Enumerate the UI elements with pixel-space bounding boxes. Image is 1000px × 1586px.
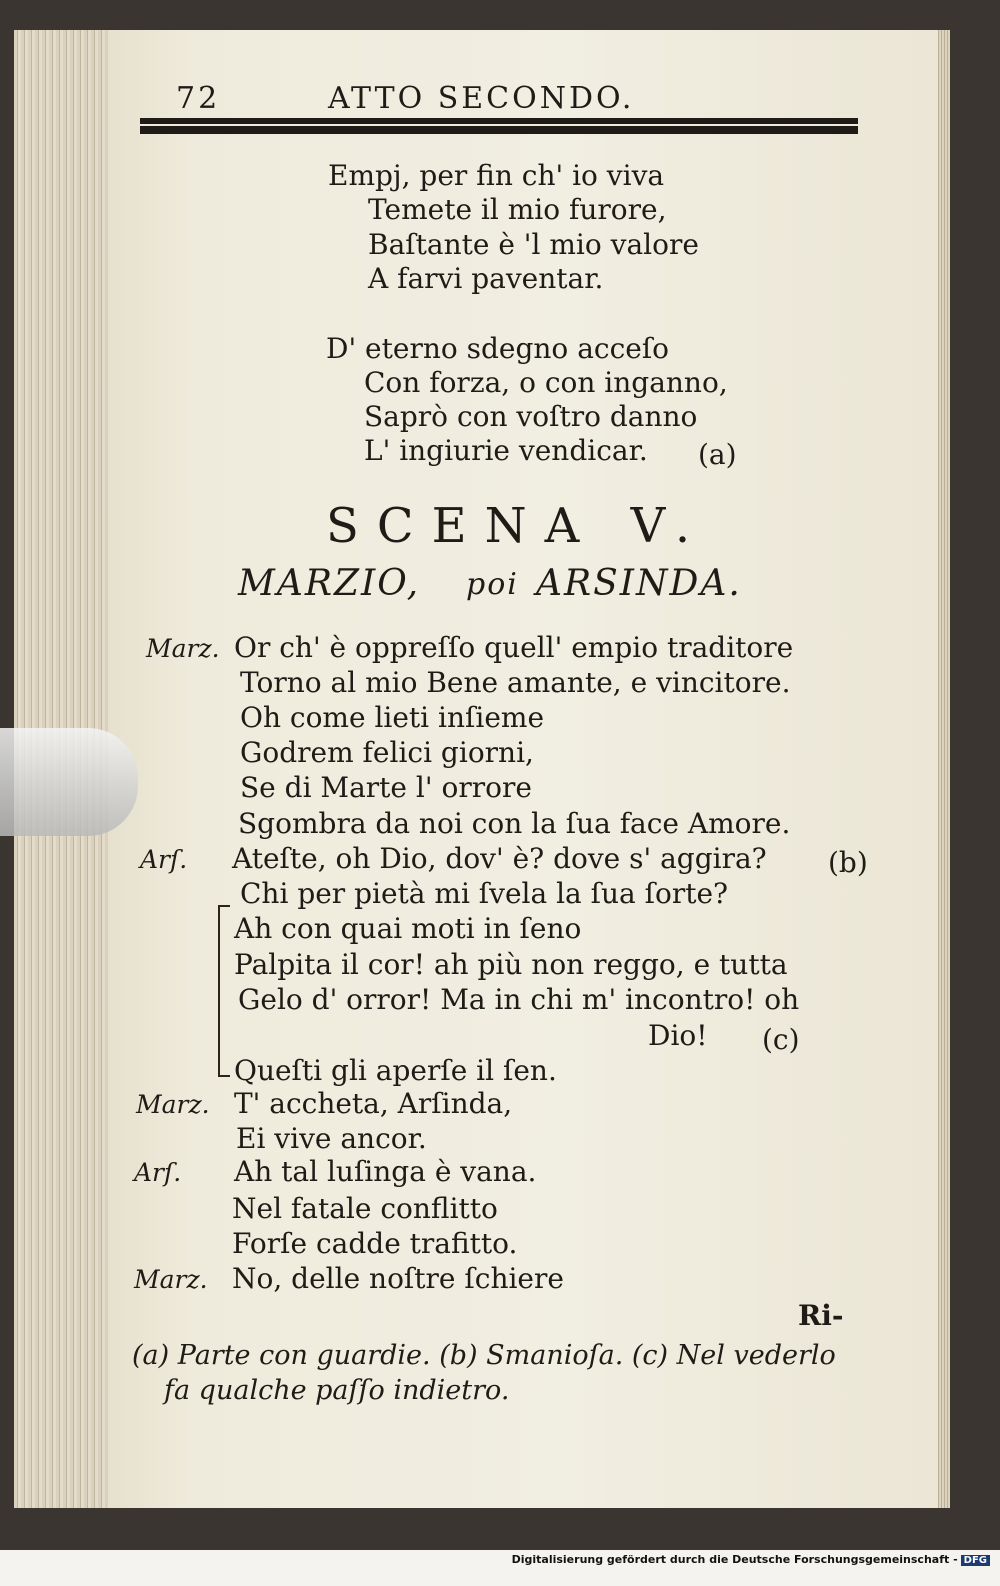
dialogue-line: Queſti gli aperſe il ſen. [234,1054,557,1087]
dialogue-line: Ateſte, oh Dio, dov' è? dove s' aggira? [232,842,767,875]
verse-line: L' ingiurie vendicar. [364,434,648,467]
dialogue-line: Oh come lieti inſieme [240,701,545,734]
dialogue-line: Ah tal luſinga è vana. [234,1155,537,1188]
character-name: MARZIO, [238,563,421,604]
dialogue-line: Sgombra da noi con la ſua face Amore. [238,807,791,840]
dialogue-line: Forſe cadde trafitto. [232,1227,518,1260]
speaker-label: Marz. [134,1265,208,1294]
dialogue-line: Chi per pietà mi ſvela la ſua ſorte? [240,877,729,910]
verse-line: D' eterno sdegno acceſo [326,332,670,365]
dialogue-line: Godrem felici giorni, [240,736,534,769]
speaker-label: Marz. [146,634,220,663]
verse-line: Saprò con voſtro danno [364,400,698,433]
running-title: ATTO SECONDO. [328,81,635,116]
digitization-credit [512,1553,990,1566]
footnote-marker: (b) [828,846,868,879]
dialogue-line: Dio! [648,1019,708,1052]
scene-heading: SCENA V. [326,498,709,554]
page-number: 72 [176,81,221,116]
footnote-marker: (a) [698,438,737,471]
verse-line: Con forza, o con inganno, [364,366,728,399]
verse-line: A farvi paventar. [368,262,604,295]
footnote-line: fa qualche paſſo indietro. [164,1375,510,1406]
dialogue-line: Nel fatale conflitto [232,1192,498,1225]
speaker-label: Arſ. [134,1158,182,1187]
speaker-label: Arſ. [140,845,188,874]
header-rule [140,118,858,134]
dialogue-line: Torno al mio Bene amante, e vincitore. [240,666,791,699]
credit-text: Digitalisierung gefördert durch die Deutsche Forschungsgemeinschaft - [511,1553,958,1566]
aside-bracket [218,905,230,1077]
dialogue-line: Gelo d' orror! Ma in chi m' incontro! oh [238,983,800,1016]
dfg-logo: DFG [961,1555,990,1566]
verse-line: Empj, per fin ch' io viva [328,159,665,192]
dialogue-line: Se di Marte l' orrore [240,771,532,804]
character-name: ARSINDA. [536,563,742,604]
dialogue-line: No, delle noſtre ſchiere [232,1262,564,1295]
verse-line: Temete il mio furore, [368,193,667,226]
dialogue-line: Ah con quai moti in ſeno [234,912,582,945]
verse-line: Baſtante è 'l mio valore [368,228,699,261]
character-connector: poi [466,567,519,602]
dialogue-line: Or ch' è oppreſſo quell' empio traditore [234,631,794,664]
footnote-line: (a) Parte con guardie. (b) Smanioſa. (c) Nel vederlo [132,1340,836,1371]
dialogue-line: T' accheta, Arſinda, [234,1087,513,1120]
dialogue-line: Ei vive ancor. [236,1122,427,1155]
footnote-marker: (c) [762,1023,800,1056]
thumb-holding-page [0,728,138,836]
catchword: Ri- [798,1299,844,1332]
speaker-label: Marz. [136,1090,210,1119]
dialogue-line: Palpita il cor! ah più non reggo, e tutta [234,948,788,981]
